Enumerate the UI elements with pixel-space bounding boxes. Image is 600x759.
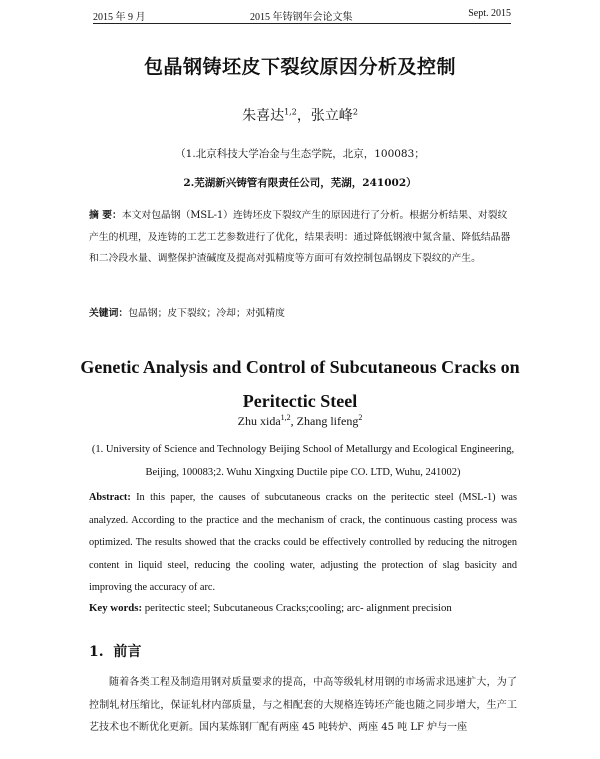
chinese-affiliation-1: （1.北京科技大学冶金与生态学院，北京，100083； <box>175 148 425 160</box>
english-abstract <box>89 487 517 600</box>
english-abstract-label: Abstract: <box>89 492 131 503</box>
english-authors <box>0 413 600 429</box>
section-number: 1. <box>89 644 104 660</box>
section-paragraph: 随着各类工程及制造用钢对质量要求的提高，中高等级轧材用钢的市场需求迅速扩大，为了控制轧材压缩比，保证轧材内部质量，与之相配套的大规格连铸坯产能也随之同步增大，生产工艺技术也不断优化更新。国内某炼钢厂配有两座 45 吨转炉、两座 45 吨 LF 炉与一座 <box>89 677 517 733</box>
english-affiliation: (1. University of Science and Technology Beijing School of Metallurgy and Ecological Engineering, Beijing, 100083;2. Wuhu Xingxing Ductile pipe CO. LTD, Wuhu, 241002) <box>91 444 515 478</box>
header-date-cn: 2015 年 9 月 <box>93 12 146 23</box>
section-heading <box>89 641 141 661</box>
chinese-abstract-text: 本文对包晶钢（MSL-1）连铸坯皮下裂纹产生的原因进行了分析。根据分析结果、对裂纹产生的机理，及连铸的工艺工艺参数进行了优化，结果表明：通过降低钢液中氮含量、降低结晶器和二冷段水量、调整保护渣碱度及提高对弧精度等方面可有效控制包晶钢皮下裂纹的产生。 <box>89 210 511 264</box>
english-title: Genetic Analysis and Control of Subcutaneous Cracks on Peritectic Steel <box>80 357 520 411</box>
english-keywords-text: peritectic steel; Subcutaneous Cracks;cooling; arc- alignment precision <box>142 602 452 614</box>
chinese-title: 包晶钢铸坯皮下裂纹原因分析及控制 <box>143 56 456 78</box>
header-date-en: Sept. 2015 <box>468 8 511 19</box>
author-name: 张立峰 <box>310 108 353 124</box>
author-name: Zhang lifeng <box>296 414 359 428</box>
chinese-keywords-text: 包晶钢；皮下裂纹；冷却；对弧精度 <box>128 308 285 319</box>
chinese-keywords <box>89 305 517 319</box>
author-affiliation-mark: 1,2 <box>284 107 297 117</box>
english-keywords-label: Key words: <box>89 602 143 614</box>
author-affiliation-mark: 2 <box>352 107 358 117</box>
author-affiliation-mark: 2 <box>358 413 363 422</box>
chinese-authors <box>0 105 600 125</box>
chinese-keywords-label: 关键词： <box>89 308 129 319</box>
chinese-abstract <box>89 205 517 270</box>
author-name: 朱喜达 <box>242 108 285 124</box>
author-separator: ， <box>296 108 311 124</box>
chinese-affiliation-2: 2.芜湖新兴铸管有限责任公司，芜湖，241002） <box>183 177 417 189</box>
section-title: 前言 <box>113 644 142 660</box>
author-separator: , <box>290 414 297 428</box>
english-abstract-text: In this paper, the causes of subcutaneous cracks on the peritectic steel (MSL-1) was analyzed. According to the practice and the mechanism of crack, the continuous casting process was optimized. The results showed that the cracks could be effectively controlled by reducing the nitrogen content in liquid steel, reducing the cooling water, adjusting the protection of slag basicity and improving the accuracy of arc. <box>89 492 517 593</box>
header-proceedings-title: 2015 年铸钢年会论文集 <box>250 12 353 23</box>
chinese-abstract-label: 摘 要： <box>89 210 122 221</box>
running-header <box>93 8 511 24</box>
author-affiliation-mark: 1,2 <box>280 413 291 422</box>
author-name: Zhu xida <box>237 414 281 428</box>
header-rule <box>93 23 511 24</box>
english-keywords <box>89 602 517 614</box>
